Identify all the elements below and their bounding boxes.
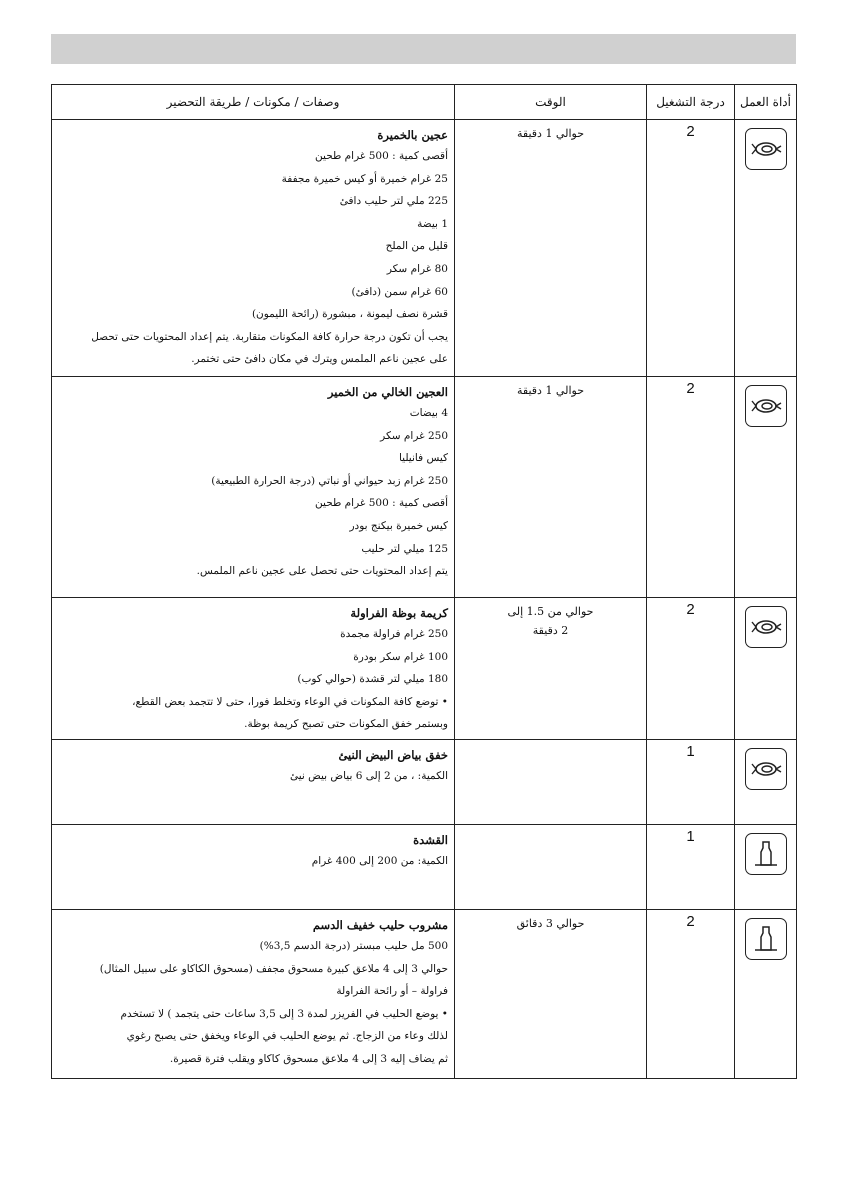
recipe-line: 25 غرام خميرة أو كيس خميرة مجففة [281, 172, 448, 185]
table-row [52, 377, 797, 598]
table-row [52, 824, 797, 909]
time-cell [455, 739, 647, 824]
recipe-title: كريمة بوظة الفراولة [350, 606, 448, 620]
recipe-line: حوالي 3 إلى 4 ملاعق كبيرة مسحوق مجفف (مسحوق الكاكاو على سبيل المثال) [99, 962, 448, 975]
table-row [52, 120, 797, 377]
tool-cell [735, 598, 797, 740]
recipe-line: قشرة نصف ليمونة ، مبشورة (رائحة الليمون) [251, 308, 448, 321]
recipe-line: أقصى كمية : 500 غرام طحين [315, 150, 448, 162]
recipe-line: الكمية: من 200 إلى 400 غرام [311, 854, 448, 867]
recipe-title: مشروب حليب خفيف الدسم [312, 917, 448, 932]
recipe-line: فراولة – أو رائحة الفراولة [336, 985, 448, 998]
tool-cell [735, 120, 797, 377]
speed-cell [647, 739, 735, 824]
recipe-cell [52, 909, 455, 1078]
recipe-line: يجب أن تكون درجة حرارة كافة المكونات متقاربة. يتم إعداد المحتويات حتى تحصل [91, 330, 448, 343]
time-cell [455, 598, 647, 740]
recipe-line: يتم إعداد المحتويات حتى تحصل على عجين ناعم الملمس. [196, 565, 448, 578]
blender-icon [745, 833, 787, 875]
whisk-icon [745, 748, 787, 790]
time-cell [455, 377, 647, 598]
recipe-cell [52, 377, 455, 598]
recipe-title: خفق بياض البيض النيئ [338, 747, 448, 762]
recipe-line: أقصى كمية : 500 غرام طحين [315, 497, 448, 510]
recipe-line: قليل من الملح [385, 240, 448, 253]
tool-cell [735, 909, 797, 1078]
speed-cell [647, 909, 735, 1078]
recipe-line: • يوضع الحليب في الفريزر لمدة 3 إلى 3,5 ساعات حتى يتجمد ) لا تستخدم [120, 1007, 448, 1020]
blender-icon [745, 918, 787, 960]
recipe-title: عجين بالخميرة [377, 128, 448, 142]
col-header-tool: أداة العمل [735, 85, 797, 120]
time-value: حوالي 3 دقائق [516, 916, 585, 930]
recipe-line: 4 بيضات [409, 407, 448, 419]
recipe-cell [52, 120, 455, 377]
recipe-line: 125 ميلي لتر حليب [361, 542, 448, 555]
tool-cell [735, 377, 797, 598]
time-value-line2: 2 دقيقة [532, 624, 569, 637]
recipe-title: القشدة [413, 832, 448, 847]
whisk-icon [745, 606, 787, 648]
recipe-line: 250 غرام سكر [380, 429, 448, 442]
whisk-icon [745, 385, 787, 427]
page-header-bar [51, 34, 796, 64]
speed-cell [647, 824, 735, 909]
recipe-line: الكمية: ، من 2 إلى 6 بياض بيض نيئ [289, 769, 448, 782]
time-cell [455, 909, 647, 1078]
tool-cell [735, 824, 797, 909]
recipe-table [51, 84, 797, 1079]
speed-cell [647, 377, 735, 598]
recipe-line: 250 غرام فراولة مجمدة [340, 628, 448, 640]
recipe-line: 100 غرام سكر بودرة [353, 650, 448, 663]
speed-value: 2 [686, 912, 695, 930]
recipe-line: 60 غرام سمن (دافئ) [351, 285, 448, 298]
table-row [52, 598, 797, 740]
speed-value: 2 [686, 123, 695, 140]
table-row [52, 739, 797, 824]
whisk-icon [745, 128, 787, 170]
recipe-line: • توضع كافة المكونات في الوعاء وتخلط فورا، حتى لا تتجمد بعض القطع، [132, 695, 448, 708]
col-header-time: الوقت [455, 85, 647, 120]
table-row [52, 909, 797, 1078]
time-value: حوالي 1 دقيقة [517, 384, 584, 397]
recipe-line: كيس خميرة بيكنج بودر [349, 519, 448, 532]
recipe-line: كيس فانيليا [398, 452, 448, 465]
speed-cell [647, 598, 735, 740]
speed-cell [647, 120, 735, 377]
recipe-cell [52, 824, 455, 909]
speed-value: 2 [686, 380, 695, 397]
time-value: حوالي من 1.5 إلى [507, 605, 594, 618]
col-header-speed: درجة التشغيل [647, 85, 735, 120]
time-cell [455, 824, 647, 909]
recipe-cell [52, 739, 455, 824]
recipe-line: لذلك وعاء من الزجاج. ثم يوضع الحليب في الوعاء ويخفق حتى يصبح رغوي [126, 1030, 448, 1043]
recipe-line: 250 غرام زبد حيواني أو نباتي (درجة الحرارة الطبيعية) [211, 474, 448, 487]
time-value: حوالي 1 دقيقة [517, 127, 584, 140]
speed-value: 1 [686, 742, 695, 760]
recipe-line: 1 بيضة [417, 217, 448, 230]
recipe-line: 80 غرام سكر [386, 262, 448, 275]
time-cell [455, 120, 647, 377]
recipe-line: ثم يضاف إليه 3 إلى 4 ملاعق مسحوق كاكاو ويقلب فترة قصيرة. [169, 1052, 448, 1065]
recipe-title: العجين الخالي من الخمير [327, 385, 448, 399]
recipe-line: 180 ميلي لتر قشدة (حوالي كوب) [297, 673, 448, 686]
recipe-line: على عجين ناعم الملمس ويترك في مكان دافئ حتى تختمر. [191, 353, 448, 366]
recipe-cell [52, 598, 455, 740]
speed-value: 2 [686, 601, 695, 618]
tool-cell [735, 739, 797, 824]
col-header-desc: وصفات / مكونات / طريقة التحضير [52, 85, 455, 120]
recipe-line: وبستمر خفق المكونات حتى تصبح كريمة بوظة. [244, 718, 448, 731]
recipe-line: 225 ملي لتر حليب دافئ [339, 195, 448, 208]
recipe-line: 500 مل حليب مبستر (درجة الدسم 3,5%) [259, 939, 448, 952]
table-header-row [52, 85, 797, 120]
speed-value: 1 [686, 827, 695, 845]
